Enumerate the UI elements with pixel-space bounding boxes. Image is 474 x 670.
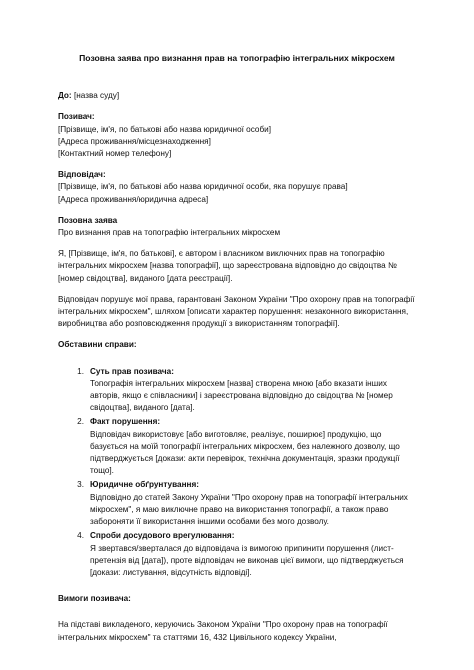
list-item-number: 4.: [77, 531, 84, 541]
plaintiff-name: [Прізвище, ім'я, по батькові або назва юридичної особи]: [58, 124, 272, 134]
list-item-text: Топографія інтегральних мікросхем [назва] створена мною [або вказати інших авторів, якщо є співласники] і зареєстрована відповідно до свідоцтва № [номер свідоцтва], виданого [дата].: [90, 378, 393, 413]
court-block: [58, 90, 416, 102]
claim-block: [58, 215, 416, 239]
defendant-label: Відповідач:: [58, 170, 106, 180]
plaintiff-address: [Адреса проживання/місцезнаходження]: [58, 136, 211, 146]
list-item-text: Я звертався/зверталася до відповідача із вимогою припинити порушення (лист-претензія від [дата]), проте відповідач не виконав цієї вимоги, що підтверджується [докази: листування, відсутність відповіді].: [90, 543, 404, 577]
list-item-number: 1.: [77, 366, 84, 376]
violation-paragraph: Відповідач порушує мої права, гарантовані Законом України "Про охорону прав на топографії інтегральних мікросхем", шляхом [описати характер порушення: незаконного використання, виробництва або розповсюдження продукції з використанням топографії].: [58, 294, 415, 329]
demands-intro: На підставі викладеного, керуючись Законом України "Про охорону прав на топографії інтегральних мікросхем" та статтями 16, 432 Цивільного кодексу України,: [58, 620, 388, 642]
list-item-text: Відповідно до статей Закону України "Про охорону прав на топографії інтегральних мікросхем", я маю виключне право на використання топографії, а також право забороняти її використання іншими особами без мого дозволу.: [90, 492, 408, 527]
demands-heading: Вимоги позивача:: [58, 594, 131, 604]
list-item-number: 3.: [77, 480, 84, 490]
court-label: До:: [58, 91, 72, 101]
list-item-title: Спроби досудового врегулювання:: [90, 531, 235, 541]
list-item-number: 2.: [77, 417, 84, 427]
list-item-title: Юридичне обґрунтування:: [90, 480, 199, 490]
list-item: [58, 366, 416, 415]
list-item-text: Відповідач використовує [або виготовляє, реалізує, поширює] продукцію, що базується на моїй топографії інтегральних мікросхем, без належного дозволу, що підтверджується [докази: акти перевірок, технічна документація, зразки продукції тощо].: [90, 429, 400, 476]
list-item: [58, 479, 416, 528]
list-item-title: Суть прав позивача:: [90, 366, 174, 376]
defendant-address: [Адреса проживання/юридична адреса]: [58, 194, 209, 204]
list-item-title: Факт порушення:: [90, 417, 161, 427]
claim-subject: Про визнання прав на топографію інтегральних мікросхем: [58, 228, 281, 238]
court-value: [назва суду]: [73, 91, 120, 101]
document-title: Позовна заява про визнання прав на топографію інтегральних мікросхем: [79, 53, 395, 63]
circumstances-heading: Обставини справи:: [58, 340, 137, 350]
claim-label: Позовна заява: [58, 215, 118, 225]
defendant-name: [Прізвище, ім'я, по батькові або назва юридичної особи, яка порушує права]: [58, 182, 348, 192]
circumstances-list: [58, 366, 416, 579]
authorship-paragraph: Я, [Прізвище, ім'я, по батькові], є автором і власником виключних прав на топографію інтегральних мікросхем [назва топографії], що зареєстрована відповідно до свідоцтва № [номер свідоцтва], виданого [дата реєстрації].: [58, 249, 397, 283]
list-item: [58, 416, 416, 477]
list-item: [58, 530, 416, 579]
plaintiff-phone: [Контактний номер телефону]: [58, 149, 172, 159]
plaintiff-block: [58, 111, 416, 160]
plaintiff-label: Позивач:: [58, 112, 95, 122]
defendant-block: [58, 169, 416, 206]
